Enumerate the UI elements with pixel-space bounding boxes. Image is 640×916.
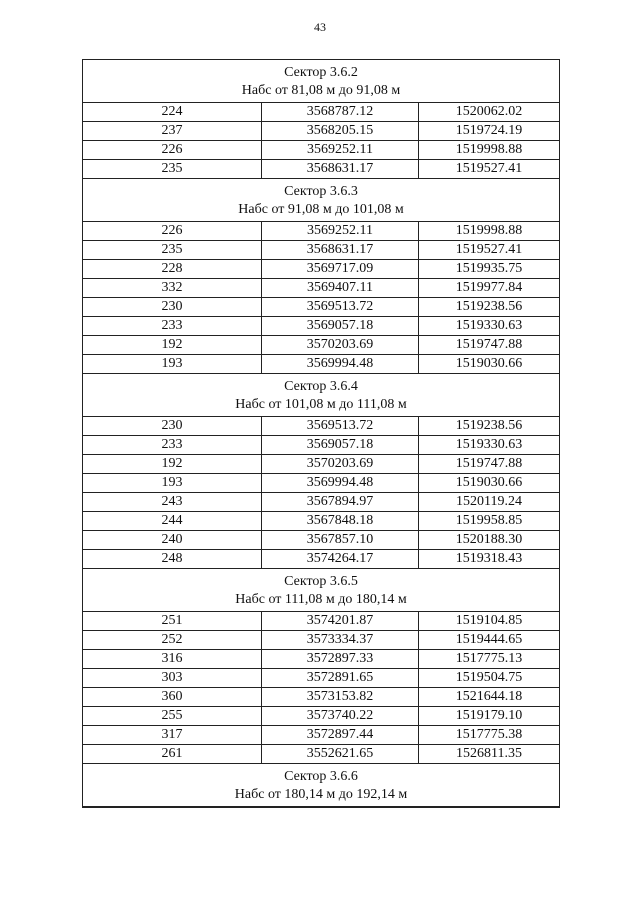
x-coordinate-cell: 3569252.11	[262, 141, 419, 159]
sector-section	[83, 373, 559, 568]
point-number-cell: 244	[83, 512, 262, 530]
y-coordinate-cell: 1519238.56	[455, 299, 523, 314]
point-number-cell: 226	[83, 141, 262, 159]
y-coordinate-cell: 1519179.10	[455, 708, 523, 723]
point-number-cell: 226	[83, 222, 262, 240]
x-coordinate-cell: 3573153.82	[262, 688, 419, 706]
table-row	[83, 222, 559, 241]
y-coordinate-cell: 1519030.66	[455, 356, 523, 371]
sector-elevation-range: Набс от 91,08 м до 101,08 м	[238, 202, 404, 217]
sector-header	[83, 568, 559, 612]
y-coordinate-cell: 1519030.66	[455, 475, 523, 490]
table-row	[83, 650, 559, 669]
table-row	[83, 160, 559, 178]
x-coordinate-cell: 3569717.09	[262, 260, 419, 278]
x-coordinate-cell: 3574201.87	[262, 612, 419, 630]
y-coordinate-cell: 1519998.88	[455, 223, 523, 238]
point-number-cell: 192	[83, 336, 262, 354]
table-row	[83, 298, 559, 317]
y-coordinate-cell: 1520119.24	[456, 494, 522, 509]
sector-section	[83, 763, 559, 807]
point-number-cell: 316	[83, 650, 262, 668]
table-row	[83, 279, 559, 298]
table-row	[83, 355, 559, 373]
table-row	[83, 612, 559, 631]
sector-title: Сектор 3.6.4	[284, 379, 358, 394]
point-number-cell: 193	[83, 474, 262, 492]
table-row	[83, 512, 559, 531]
x-coordinate-cell: 3574264.17	[262, 550, 419, 568]
table-row	[83, 707, 559, 726]
x-coordinate-cell: 3569407.11	[262, 279, 419, 297]
y-coordinate-cell: 1519330.63	[455, 437, 523, 452]
sector-elevation-range: Набс от 180,14 м до 192,14 м	[234, 787, 408, 802]
y-coordinate-cell: 1519958.85	[455, 513, 523, 528]
point-number-cell: 233	[83, 436, 262, 454]
sector-header	[83, 178, 559, 222]
point-number-cell: 248	[83, 550, 262, 568]
y-coordinate-cell: 1519330.63	[455, 318, 523, 333]
point-number-cell: 243	[83, 493, 262, 511]
table-row	[83, 474, 559, 493]
table-row	[83, 455, 559, 474]
x-coordinate-cell: 3572897.44	[262, 726, 419, 744]
point-number-cell: 303	[83, 669, 262, 687]
sector-elevation-range: Набс от 111,08 м до 180,14 м	[235, 592, 407, 607]
sector-elevation-range: Набс от 101,08 м до 111,08 м	[235, 397, 407, 412]
point-number-cell: 317	[83, 726, 262, 744]
y-coordinate-cell: 1519318.43	[455, 551, 523, 566]
table-row	[83, 141, 559, 160]
table-row	[83, 550, 559, 568]
x-coordinate-cell: 3567848.18	[262, 512, 419, 530]
x-coordinate-cell: 3569994.48	[262, 355, 419, 373]
coordinates-table	[82, 59, 560, 808]
sector-title: Сектор 3.6.5	[284, 574, 358, 589]
table-row	[83, 417, 559, 436]
x-coordinate-cell: 3569513.72	[262, 298, 419, 316]
sector-title: Сектор 3.6.2	[284, 65, 358, 80]
sector-header	[83, 763, 559, 807]
x-coordinate-cell: 3569994.48	[262, 474, 419, 492]
point-number-cell: 252	[83, 631, 262, 649]
x-coordinate-cell: 3573334.37	[262, 631, 419, 649]
point-number-cell: 224	[83, 103, 262, 121]
y-coordinate-cell: 1519998.88	[455, 142, 523, 157]
y-coordinate-cell: 1519238.56	[455, 418, 523, 433]
x-coordinate-cell: 3569057.18	[262, 317, 419, 335]
sector-header	[83, 60, 559, 103]
point-number-cell: 360	[83, 688, 262, 706]
x-coordinate-cell: 3569252.11	[262, 222, 419, 240]
y-coordinate-cell: 1519527.41	[455, 242, 523, 257]
x-coordinate-cell: 3569513.72	[262, 417, 419, 435]
y-coordinate-cell: 1519504.75	[455, 670, 523, 685]
table-row	[83, 745, 559, 763]
point-number-cell: 230	[83, 298, 262, 316]
y-coordinate-cell: 1520188.30	[455, 532, 523, 547]
table-row	[83, 531, 559, 550]
table-row	[83, 317, 559, 336]
y-coordinate-cell: 1519444.65	[455, 632, 523, 647]
point-number-cell: 230	[83, 417, 262, 435]
y-coordinate-cell: 1517775.38	[455, 727, 523, 742]
x-coordinate-cell: 3569057.18	[262, 436, 419, 454]
table-row	[83, 103, 559, 122]
x-coordinate-cell: 3570203.69	[262, 455, 419, 473]
point-number-cell: 235	[83, 160, 262, 178]
table-row	[83, 631, 559, 650]
y-coordinate-cell: 1519935.75	[455, 261, 523, 276]
y-coordinate-cell: 1526811.35	[456, 746, 522, 761]
sector-section	[83, 178, 559, 373]
table-row	[83, 241, 559, 260]
table-row	[83, 260, 559, 279]
x-coordinate-cell: 3568631.17	[262, 160, 419, 178]
point-number-cell: 235	[83, 241, 262, 259]
point-number-cell: 192	[83, 455, 262, 473]
sector-header	[83, 373, 559, 417]
table-row	[83, 122, 559, 141]
y-coordinate-cell: 1519724.19	[455, 123, 523, 138]
point-number-cell: 228	[83, 260, 262, 278]
y-coordinate-cell: 1519104.85	[455, 613, 523, 628]
sector-section	[83, 60, 559, 178]
x-coordinate-cell: 3572897.33	[262, 650, 419, 668]
y-coordinate-cell: 1519747.88	[455, 456, 523, 471]
sector-section	[83, 568, 559, 763]
x-coordinate-cell: 3552621.65	[262, 745, 419, 763]
point-number-cell: 233	[83, 317, 262, 335]
y-coordinate-cell: 1519527.41	[455, 161, 523, 176]
table-row	[83, 688, 559, 707]
x-coordinate-cell: 3568787.12	[262, 103, 419, 121]
y-coordinate-cell: 1519977.84	[455, 280, 523, 295]
x-coordinate-cell: 3567857.10	[262, 531, 419, 549]
sector-title: Сектор 3.6.3	[284, 184, 358, 199]
table-row	[83, 493, 559, 512]
table-row	[83, 726, 559, 745]
table-row	[83, 336, 559, 355]
x-coordinate-cell: 3567894.97	[262, 493, 419, 511]
point-number-cell: 251	[83, 612, 262, 630]
page-number: 43	[314, 20, 326, 34]
point-number-cell: 261	[83, 745, 262, 763]
point-number-cell: 255	[83, 707, 262, 725]
y-coordinate-cell: 1519747.88	[455, 337, 523, 352]
point-number-cell: 237	[83, 122, 262, 140]
x-coordinate-cell: 3573740.22	[262, 707, 419, 725]
point-number-cell: 193	[83, 355, 262, 373]
y-coordinate-cell: 1520062.02	[455, 104, 523, 119]
x-coordinate-cell: 3568631.17	[262, 241, 419, 259]
x-coordinate-cell: 3570203.69	[262, 336, 419, 354]
point-number-cell: 240	[83, 531, 262, 549]
point-number-cell: 332	[83, 279, 262, 297]
x-coordinate-cell: 3572891.65	[262, 669, 419, 687]
table-row	[83, 669, 559, 688]
table-row	[83, 436, 559, 455]
x-coordinate-cell: 3568205.15	[262, 122, 419, 140]
y-coordinate-cell: 1517775.13	[455, 651, 523, 666]
y-coordinate-cell: 1521644.18	[455, 689, 523, 704]
sector-elevation-range: Набс от 81,08 м до 91,08 м	[241, 83, 401, 98]
sector-title: Сектор 3.6.6	[284, 769, 358, 784]
